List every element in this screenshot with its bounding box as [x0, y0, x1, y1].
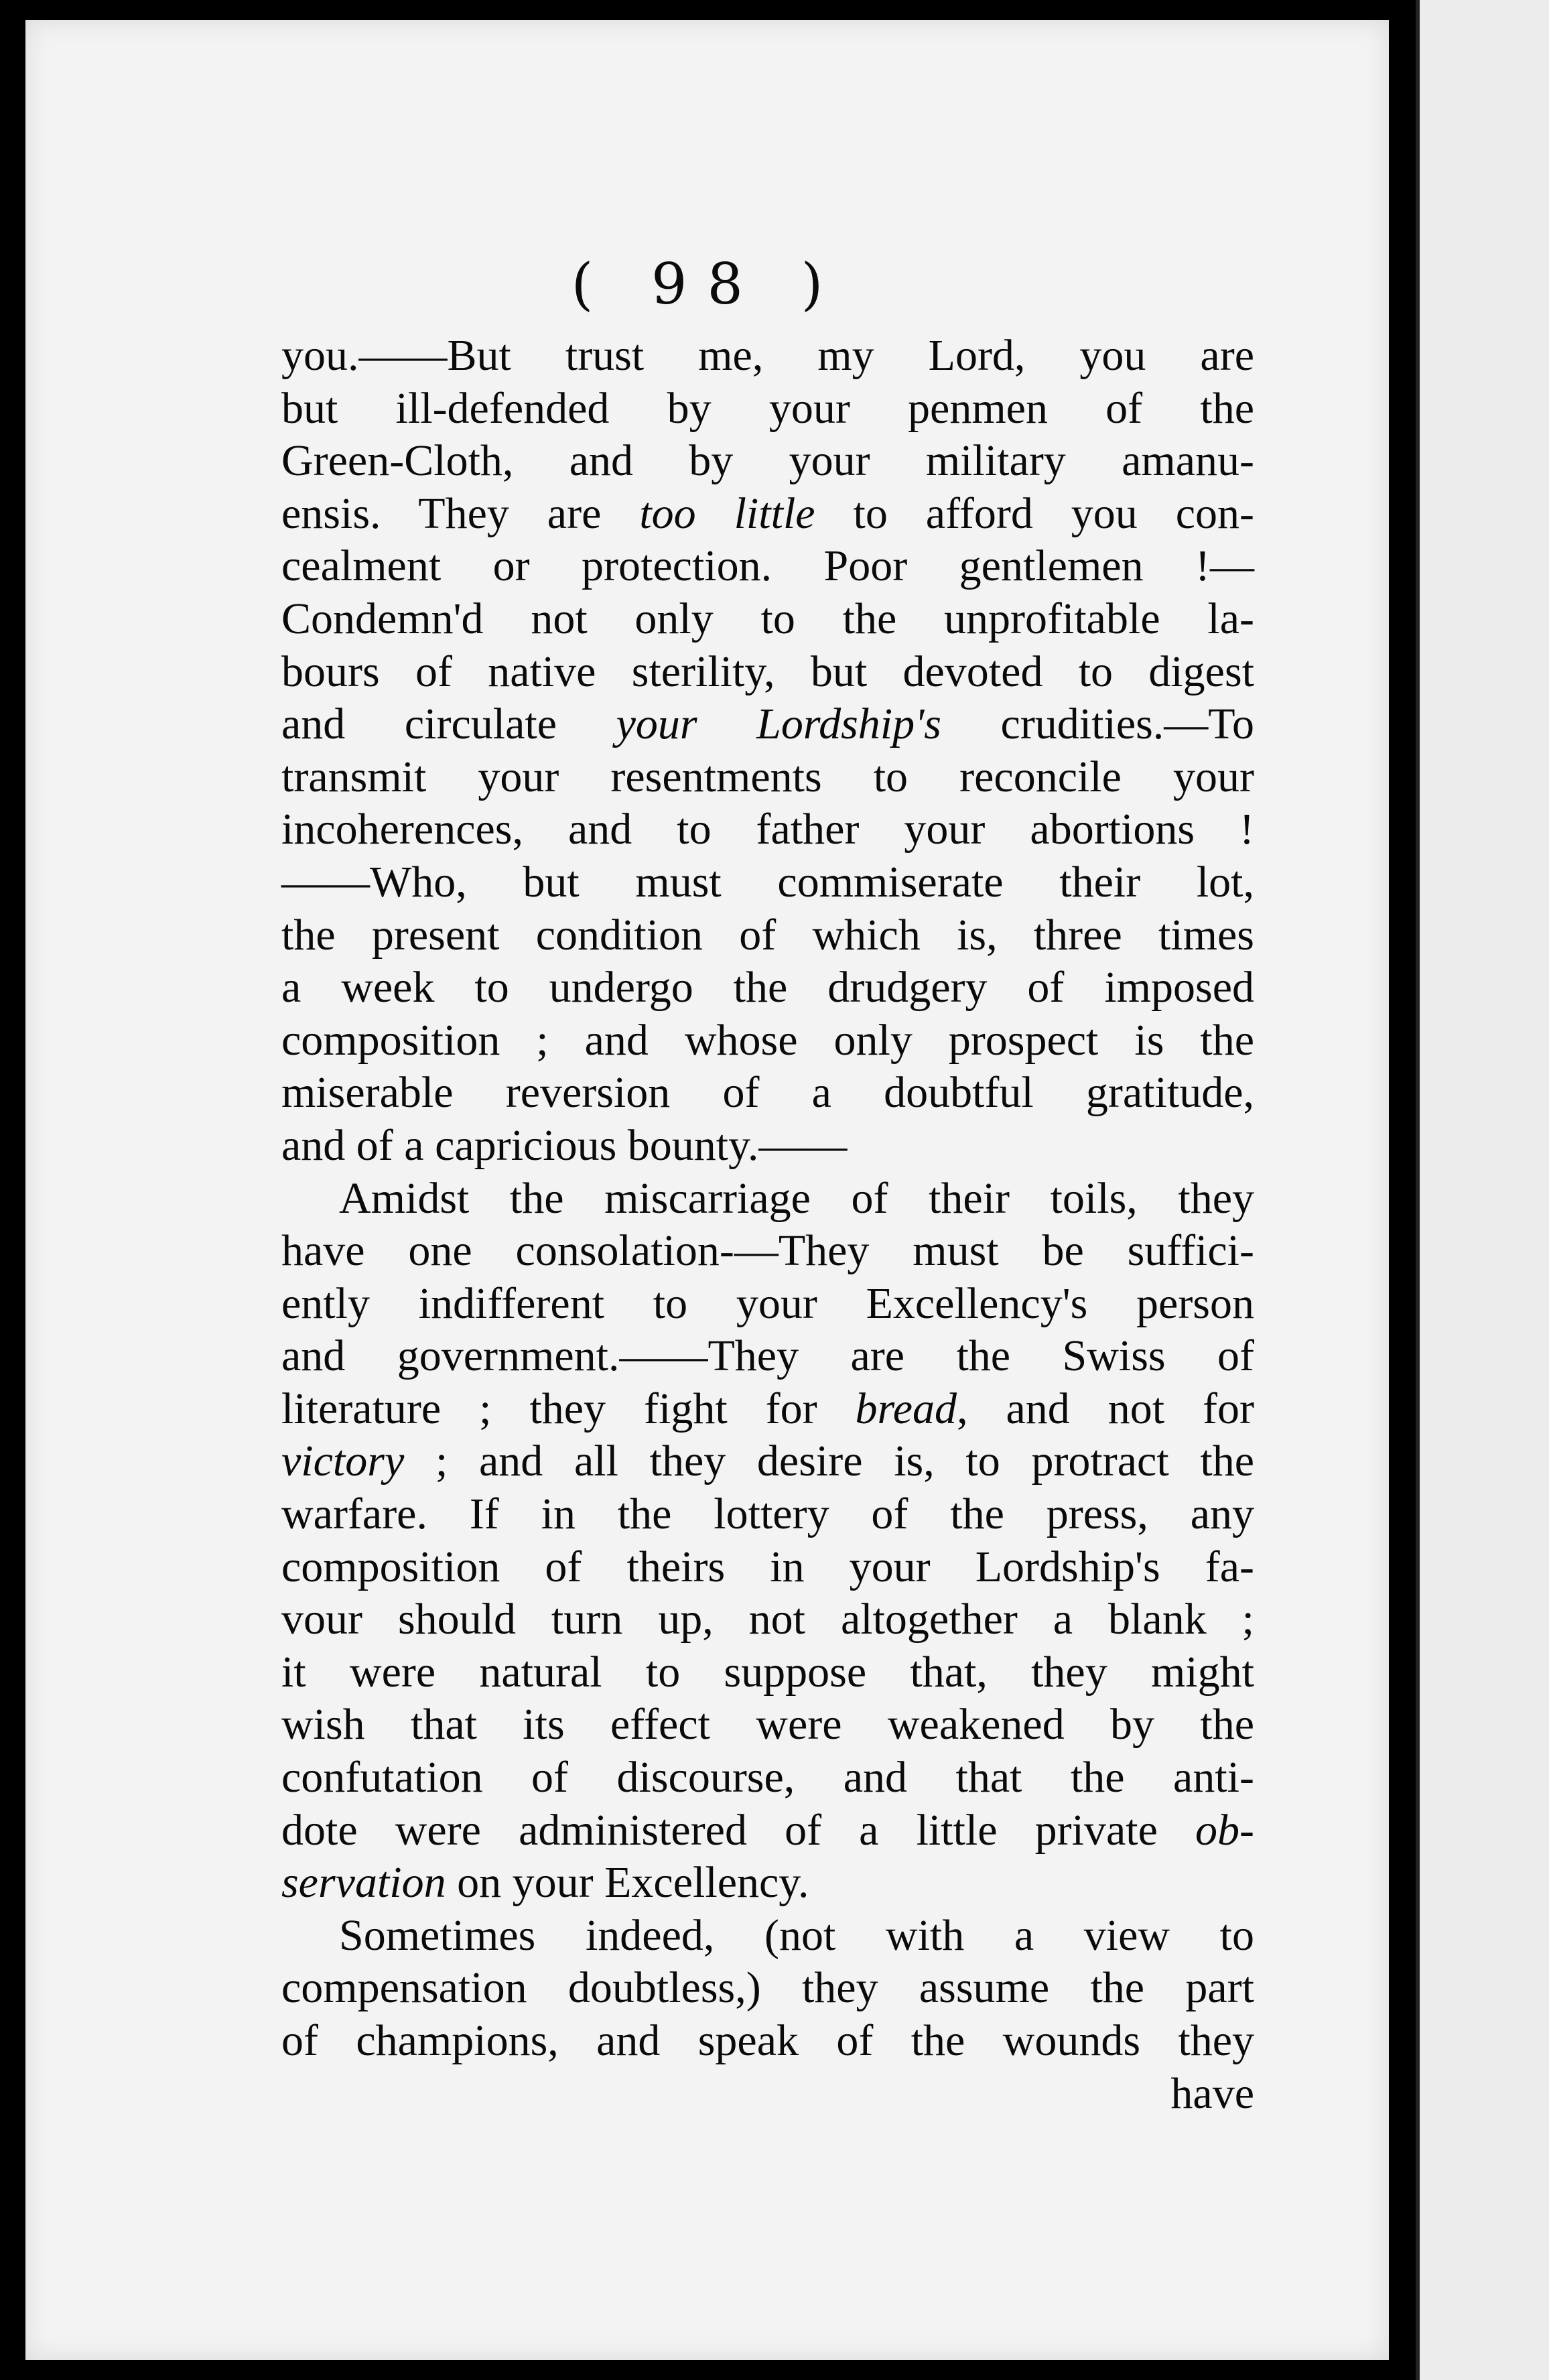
text-line: composition ; and whose only prospect is the [281, 1015, 1254, 1065]
adjacent-page-edge [1416, 0, 1549, 2380]
text-run: ; and all they desire is, to protract the [404, 1437, 1254, 1486]
text-run: on your Excellency. [446, 1858, 809, 1908]
text-line: Green-Cloth, and by your military amanu- [281, 436, 1254, 486]
text-line: incoherences, and to father your abortions ! [281, 805, 1254, 854]
text-line: ——Who, but must commiserate their lot, [281, 857, 1254, 907]
text-line [281, 1857, 1254, 1910]
text-line [281, 1383, 1254, 1436]
text-line: cealment or protection. Poor gentlemen !— [281, 541, 1254, 591]
text-run: dote were administered of a little private [281, 1805, 1196, 1855]
text-line: miserable reversion of a doubtful gratitude, [281, 1068, 1254, 1118]
italic-run: too little [639, 488, 815, 538]
binding-gutter [1389, 0, 1416, 2380]
text-run: crudities.—To [941, 700, 1254, 749]
text-line: a week to undergo the drudgery of imposed [281, 963, 1254, 1012]
body-text [281, 330, 1254, 2120]
text-line: bours of native sterility, but devoted to digest [281, 647, 1254, 696]
text-line: transmit your resentments to reconcile your [281, 752, 1254, 801]
italic-run: bread [855, 1384, 957, 1433]
text-line [281, 1804, 1254, 1857]
text-line: wish that its effect were weakened by the [281, 1700, 1254, 1749]
catchword: have [1170, 2068, 1254, 2118]
text-line: but ill-defended by your penmen of the [281, 383, 1254, 433]
text-line: and of a capricious bounty.—— [281, 1120, 848, 1170]
text-line [281, 698, 1254, 751]
text-line: and government.——They are the Swiss of [281, 1331, 1254, 1381]
text-line: vour should turn up, not altogether a blank ; [281, 1595, 1254, 1644]
text-line: ently indifferent to your Excellency's person [281, 1278, 1254, 1328]
text-line [281, 488, 1254, 541]
italic-run: victory [281, 1437, 405, 1486]
text-line: Sometimes indeed, (not with a view to [339, 1910, 1254, 1960]
text-line: composition of theirs in your Lordship's fa- [281, 1542, 1254, 1591]
text-run: , and not for [957, 1384, 1255, 1433]
text-line: confutation of discourse, and that the anti- [281, 1753, 1254, 1802]
text-line: you.——But trust me, my Lord, you are [281, 331, 1254, 380]
italic-run: servation [281, 1858, 446, 1908]
italic-run: ob- [1195, 1805, 1254, 1855]
text-line: have one consolation-—They must be suffici- [281, 1226, 1254, 1276]
text-line: the present condition of which is, three times [281, 910, 1254, 960]
text-line [281, 1435, 1254, 1488]
text-line: Amidst the miscarriage of their toils, they [339, 1173, 1254, 1223]
text-line: compensation doubtless,) they assume the part [281, 1963, 1254, 2013]
text-line: of champions, and speak of the wounds they [281, 2016, 1254, 2065]
italic-run: your Lordship's [616, 700, 941, 749]
book-page [25, 20, 1389, 2360]
page-number: ( 98 ) [571, 251, 844, 317]
text-line: warfare. If in the lottery of the press, any [281, 1490, 1254, 1539]
text-line: Condemn'd not only to the unprofitable la- [281, 594, 1254, 643]
text-line: it were natural to suppose that, they might [281, 1647, 1254, 1697]
text-run: and circulate [281, 700, 616, 749]
text-run: ensis. They are [281, 488, 640, 538]
text-run: to afford you con- [815, 488, 1254, 538]
text-run: literature ; they fight for [281, 1384, 856, 1433]
